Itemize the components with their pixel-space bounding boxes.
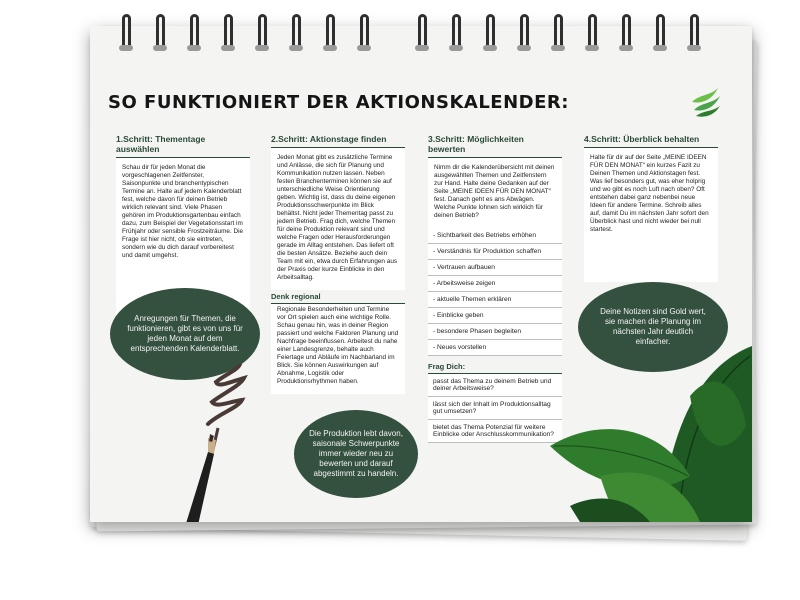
step-4-column (584, 134, 718, 282)
binding-ring (452, 14, 461, 50)
binding-ring (224, 14, 233, 50)
list-item: - Vertrauen aufbauen (428, 260, 562, 276)
plant-leaves-icon (510, 326, 752, 522)
step-3-card (428, 158, 562, 228)
step-3-text: Nimm dir die Kalenderübersicht mit deinen ausgewählten Themen und Zeitfenstern zur Hand. Halte deine Gedanken auf der Seite „MEINE IDEEN FÜR DEN MONAT“ fest. Danach geht es ans Abwägen. Welche Punkte lohnen sich wirklich für deinen Betrieb? (434, 164, 555, 219)
binding-ring (360, 14, 369, 50)
step-2-text: Jeden Monat gibt es zusätzliche Termine und Anlässe, die sich für Planung und Kommunikation nutzen lassen. Neben festen Branchenterminen können sie auf unterschiedliche Weise Orientierung geben. Wichtig ist, dass du deine eigenen Produktionsschwerpunkte im Blick behältst. Nicht jeder Thementag passt zu jedem Betrieb. Frag dich, welche Themen für deine Produktion relevant sind und welche Fragen oder Herausforderungen gerade im Alltag entstehen. Das liefert oft die besten Ansätze. Beziehe auch dein Team mit ein, etwa durch Erfahrungen aus der Praxis oder kurze Einblicke in den Arbeitsalltag. (277, 154, 398, 281)
tip-bubble-2-text: Die Produktion lebt davon, saisonale Schwerpunkte immer wieder neu zu bewerten und darauf abgestimmt zu handeln. (309, 429, 403, 478)
tip-bubble-3-text: Deine Notizen sind Gold wert, sie machen die Planung im nächsten Jahr deutlich einfacher. (600, 307, 706, 346)
tip-bubble-1-text: Anregungen für Themen, die funktionieren, gibt es von uns für jeden Monat auf dem entsprechenden Kalenderblatt. (127, 314, 243, 353)
pencil-icon (178, 364, 268, 522)
binding-ring (656, 14, 665, 50)
brand-logo-icon (690, 84, 722, 118)
step-2-regional-card (271, 304, 405, 394)
list-item: - besondere Phasen begleiten (428, 324, 562, 340)
step-1-title: 1.Schritt: Thementage auswählen (116, 134, 250, 158)
step-4-title: 4.Schritt: Überblick behalten (584, 134, 718, 148)
list-item: - Sichtbarkeit des Betriebs erhöhen (428, 228, 562, 244)
step-4-card (584, 148, 718, 282)
binding-ring (156, 14, 165, 50)
list-item: - Einblicke geben (428, 308, 562, 324)
binding-ring (258, 14, 267, 50)
binding-ring (292, 14, 301, 50)
question-item: bietet das Thema Potenzial für weitere Einblicke oder Anschlusskommunikation? (428, 420, 562, 443)
question-item: passt das Thema zu deinem Betrieb und deiner Arbeitsweise? (428, 374, 562, 397)
binding-ring (418, 14, 427, 50)
step-2-regional-text: Regionale Besonderheiten und Termine vor Ort spielen auch eine wichtige Rolle. Schau genau hin, was in deiner Region passiert und welche Faktoren Planung und Nachfrage beeinflussen. Arbeitest du nahe einer Landesgrenze, behalte auch Feiertage und Abläufe im Nachbarland im Blick. Sie können Auswirkungen auf Abnahme, Logistik oder Produktionsrhythmen haben. (277, 306, 399, 385)
page-title: SO FUNKTIONIERT DER AKTIONSKALENDER: (108, 92, 569, 113)
step-4-text: Halte für dir auf der Seite „MEINE IDEEN FÜR DEN MONAT“ ein kurzes Fazit zu Deinen Themen und Aktionstagen fest. Was lief besonders gut, was eher holprig und wo gibt es noch Luft nach oben? Oft entstehen dabei ganz nebenbei neue Ideen für andere Termine. Schreib alles auf, damit Du im nächsten Jahr sofort den Überblick hast und nicht wieder bei null startest. (590, 154, 709, 233)
binding-ring (122, 14, 131, 50)
step-2-title: 2.Schritt: Aktionstage finden (271, 134, 405, 148)
list-item: - Verständnis für Produktion schaffen (428, 244, 562, 260)
tip-bubble-2 (294, 410, 418, 498)
step-2-subtitle: Denk regional (271, 290, 405, 304)
list-item: - Arbeitsweise zeigen (428, 276, 562, 292)
list-item: - aktuelle Themen erklären (428, 292, 562, 308)
step-3-subtitle: Frag Dich: (428, 360, 562, 374)
binding-ring (588, 14, 597, 50)
binding-ring (520, 14, 529, 50)
question-item: lässt sich der Inhalt im Produktionsalltag gut umsetzen? (428, 397, 562, 420)
step-2-column (271, 134, 405, 394)
binding-ring (326, 14, 335, 50)
binding-ring (690, 14, 699, 50)
step-1-text: Schau dir für jeden Monat die vorgeschlagenen Zeitfenster, Saisonpunkte und branchentypischen Termine an. Halte auf jedem Kalenderblatt fest, welche davon für deinen Betrieb wirklich relevant sind. Viele Phasen gehören im Produktionsgartenbau einfach dazu, zum Beispiel der Vegetationsstart im Frühjahr oder sensible Frostzeiträume. Die Frage ist hier nicht, ob sie eintreten, sondern wie du dich darauf vorbereitest und damit umgehst. (122, 164, 244, 259)
binding-ring (622, 14, 631, 50)
calendar-page (90, 26, 752, 522)
step-2-card (271, 148, 405, 290)
step-3-title: 3.Schritt: Möglichkeiten bewerten (428, 134, 562, 158)
binding-ring (554, 14, 563, 50)
list-item: - Neues vorstellen (428, 340, 562, 356)
binding-ring (486, 14, 495, 50)
binding-ring (190, 14, 199, 50)
spiral-binding (0, 0, 800, 60)
